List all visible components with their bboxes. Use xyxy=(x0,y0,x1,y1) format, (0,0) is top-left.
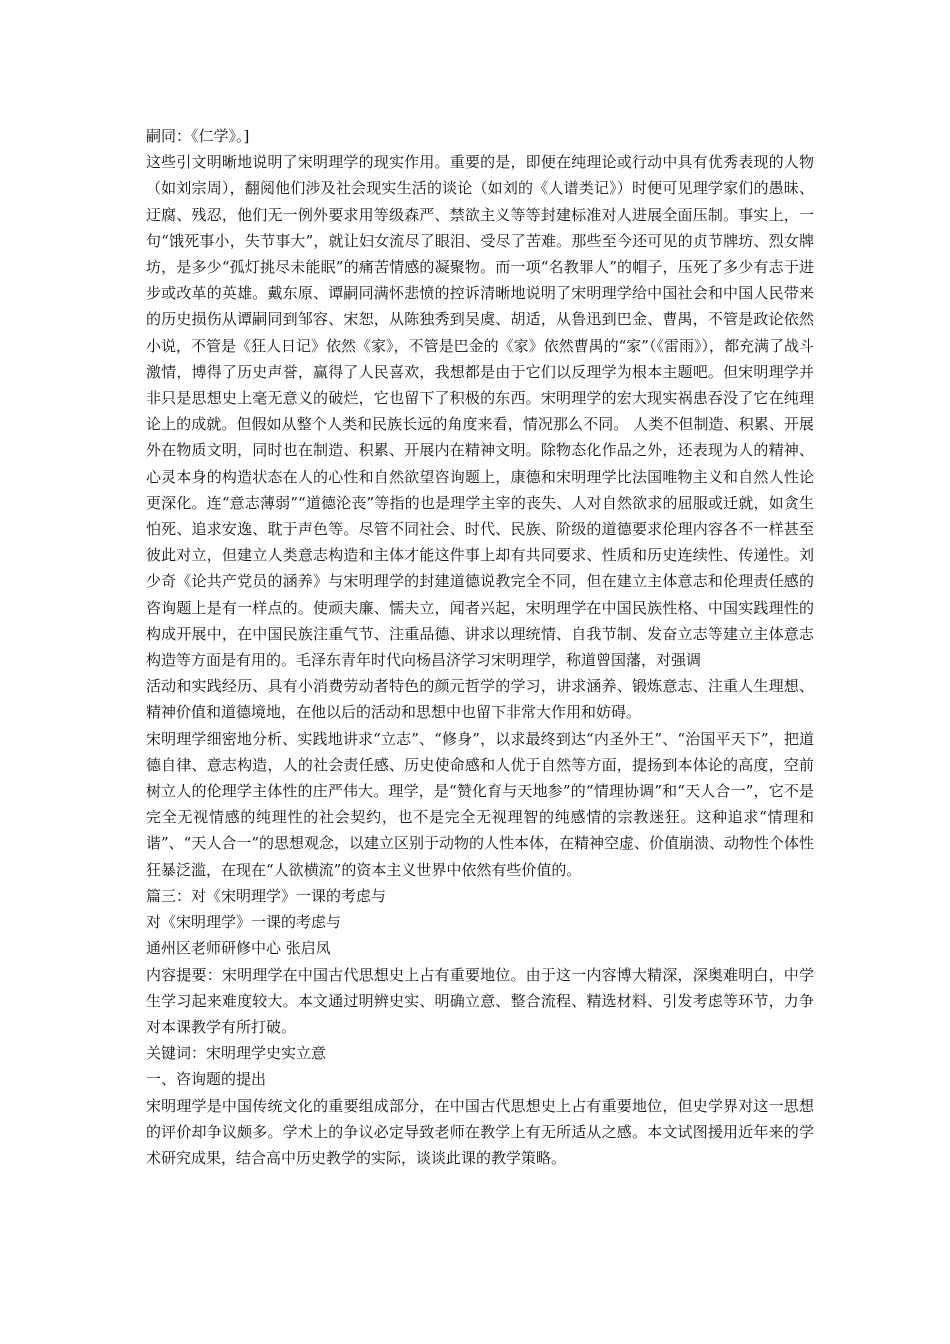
section-heading-3: 篇三：对《宋明理学》一课的考虑与 xyxy=(146,886,387,905)
document-page xyxy=(146,123,814,1171)
subsection-heading-1: 一、咨询题的提出 xyxy=(146,1070,267,1089)
article-keywords: 关键词：宋明理学史实立意 xyxy=(146,1044,327,1063)
paragraph-body-end: 宋明理学是中国传统文化的重要组成部分，在中国古代思想史上占有重要地位，但史学界对这一思想的评价却争议颇多。学术上的争议必定导致老师在教学上有无所适从之感。本文试图援用近年来的学术研究成果，结合高中历史教学的实际，谈谈此课的教学策略。 xyxy=(146,1096,814,1167)
article-abstract: 内容提要：宋明理学在中国古代思想史上占有重要地位。由于这一内容博大精深，深奥难明白，中学生学习起来难度较大。本文通过明辨史实、明确立意、整合流程、精选材料、引发考虑等环节，力争对本课教学有所打破。 xyxy=(146,965,814,1036)
article-title: 对《宋明理学》一课的考虑与 xyxy=(146,913,342,932)
article-author: 通州区老师研修中心 张启凤 xyxy=(146,939,331,958)
paragraph-4: 宋明理学细密地分析、实践地讲求“立志”、“修身”，以求最终到达“内圣外王”、“治国平天下”，把道德自律、意志构造，人的社会责任感、历史使命感和人优于自然等方面，提扬到本体论的高度，空前树立人的伦理学主体性的庄严伟大。理学，是“赞化育与天地参”的“情理协调”和“天人合一”，它不是完全无视情感的纯理性的社会契约，也不是完全无视理智的纯感情的宗教迷狂。这种追求“情理和谐”、“天人合一”的思想观念，以建立区别于动物的人性本体，在精神空虚、价值崩溃、动物性个体性狂暴泛滥，在现在“人欲横流”的资本主义世界中依然有些价值的。 xyxy=(146,729,815,879)
paragraph-3: 活动和实践经历、具有小消费劳动者特色的颜元哲学的学习，讲求涵养、锻炼意志、注重人生理想、精神价值和道德境地，在他以后的活动和思想中也留下非常大作用和妨碍。 xyxy=(146,677,814,722)
paragraph-1: 嗣同：《仁学》。] xyxy=(146,127,250,145)
paragraph-2: 这些引文明晰地说明了宋明理学的现实作用。重要的是，即便在纯理论或行动中具有优秀表现的人物（如刘宗周），翻阅他们涉及社会现实生活的谈论（如刘的《人谱类记》）时便可见理学家们的愚昧、迂腐、残忍，他们无一例外要求用等级森严、禁欲主义等等封建标准对人进展全面压制。事实上，一句“饿死事小，失节事大”，就让妇女流尽了眼泪、受尽了苦难。那些至今还可见的贞节牌坊、烈女牌坊，是多少“孤灯挑尽未能眠”的痛苦情感的凝聚物。而一项“名教罪人”的帽子，压死了多少有志于进步或改革的英雄。戴东原、谭嗣同满怀悲愤的控诉清晰地说明了宋明理学给中国社会和中国人民带来的历史损伤从谭嗣同到邹容、宋恕，从陈独秀到吴虞、胡适，从鲁迅到巴金、曹禺，不管是政论依然小说，不管是《狂人日记》依然《家》，不管是巴金的《家》依然曹禺的“家”（《雷雨》），都充满了战斗激情，博得了历史声誉，赢得了人民喜欢，我想都是由于它们以反理学为根本主题吧。但宋明理学并非只是思想史上毫无意义的破烂，它也留下了积极的东西。宋明理学的宏大现实祸患吞没了它在纯理论上的成就。但假如从整个人类和民族长远的角度来看，情况那么不同。 人类不但制造、积累、开展外在物质文明，同时也在制造、积累、开展内在精神文明。除物态化作品之外，还表现为人的精神、心灵本身的构造状态在人的心性和自然欲望咨询题上，康德和宋明理学比法国唯物主义和自然人性论更深化。连“意志薄弱”“道德沦丧”等指的也是理学主宰的丧失、人对自然欲求的屈服或迁就，如贪生怕死、追求安逸、耽于声色等。尽管不同社会、时代、民族、阶级的道德要求伦理内容各不一样甚至彼此对立，但建立人类意志构造和主体才能这件事上却有共同要求、性质和历史连续性、传递性。刘少奇《论共产党员的涵养》与宋明理学的封建道德说教完全不同，但在建立主体意志和伦理责任感的咨询题上是有一样点的。使顽夫廉、懦夫立，闻者兴起，宋明理学在中国民族性格、中国实践理性的构成开展中，在中国民族注重气节、注重品德、讲求以理统情、自我节制、发奋立志等建立主体意志构造等方面是有用的。毛泽东青年时代向杨昌济学习宋明理学，称道曾国藩，对强调 xyxy=(146,153,814,670)
